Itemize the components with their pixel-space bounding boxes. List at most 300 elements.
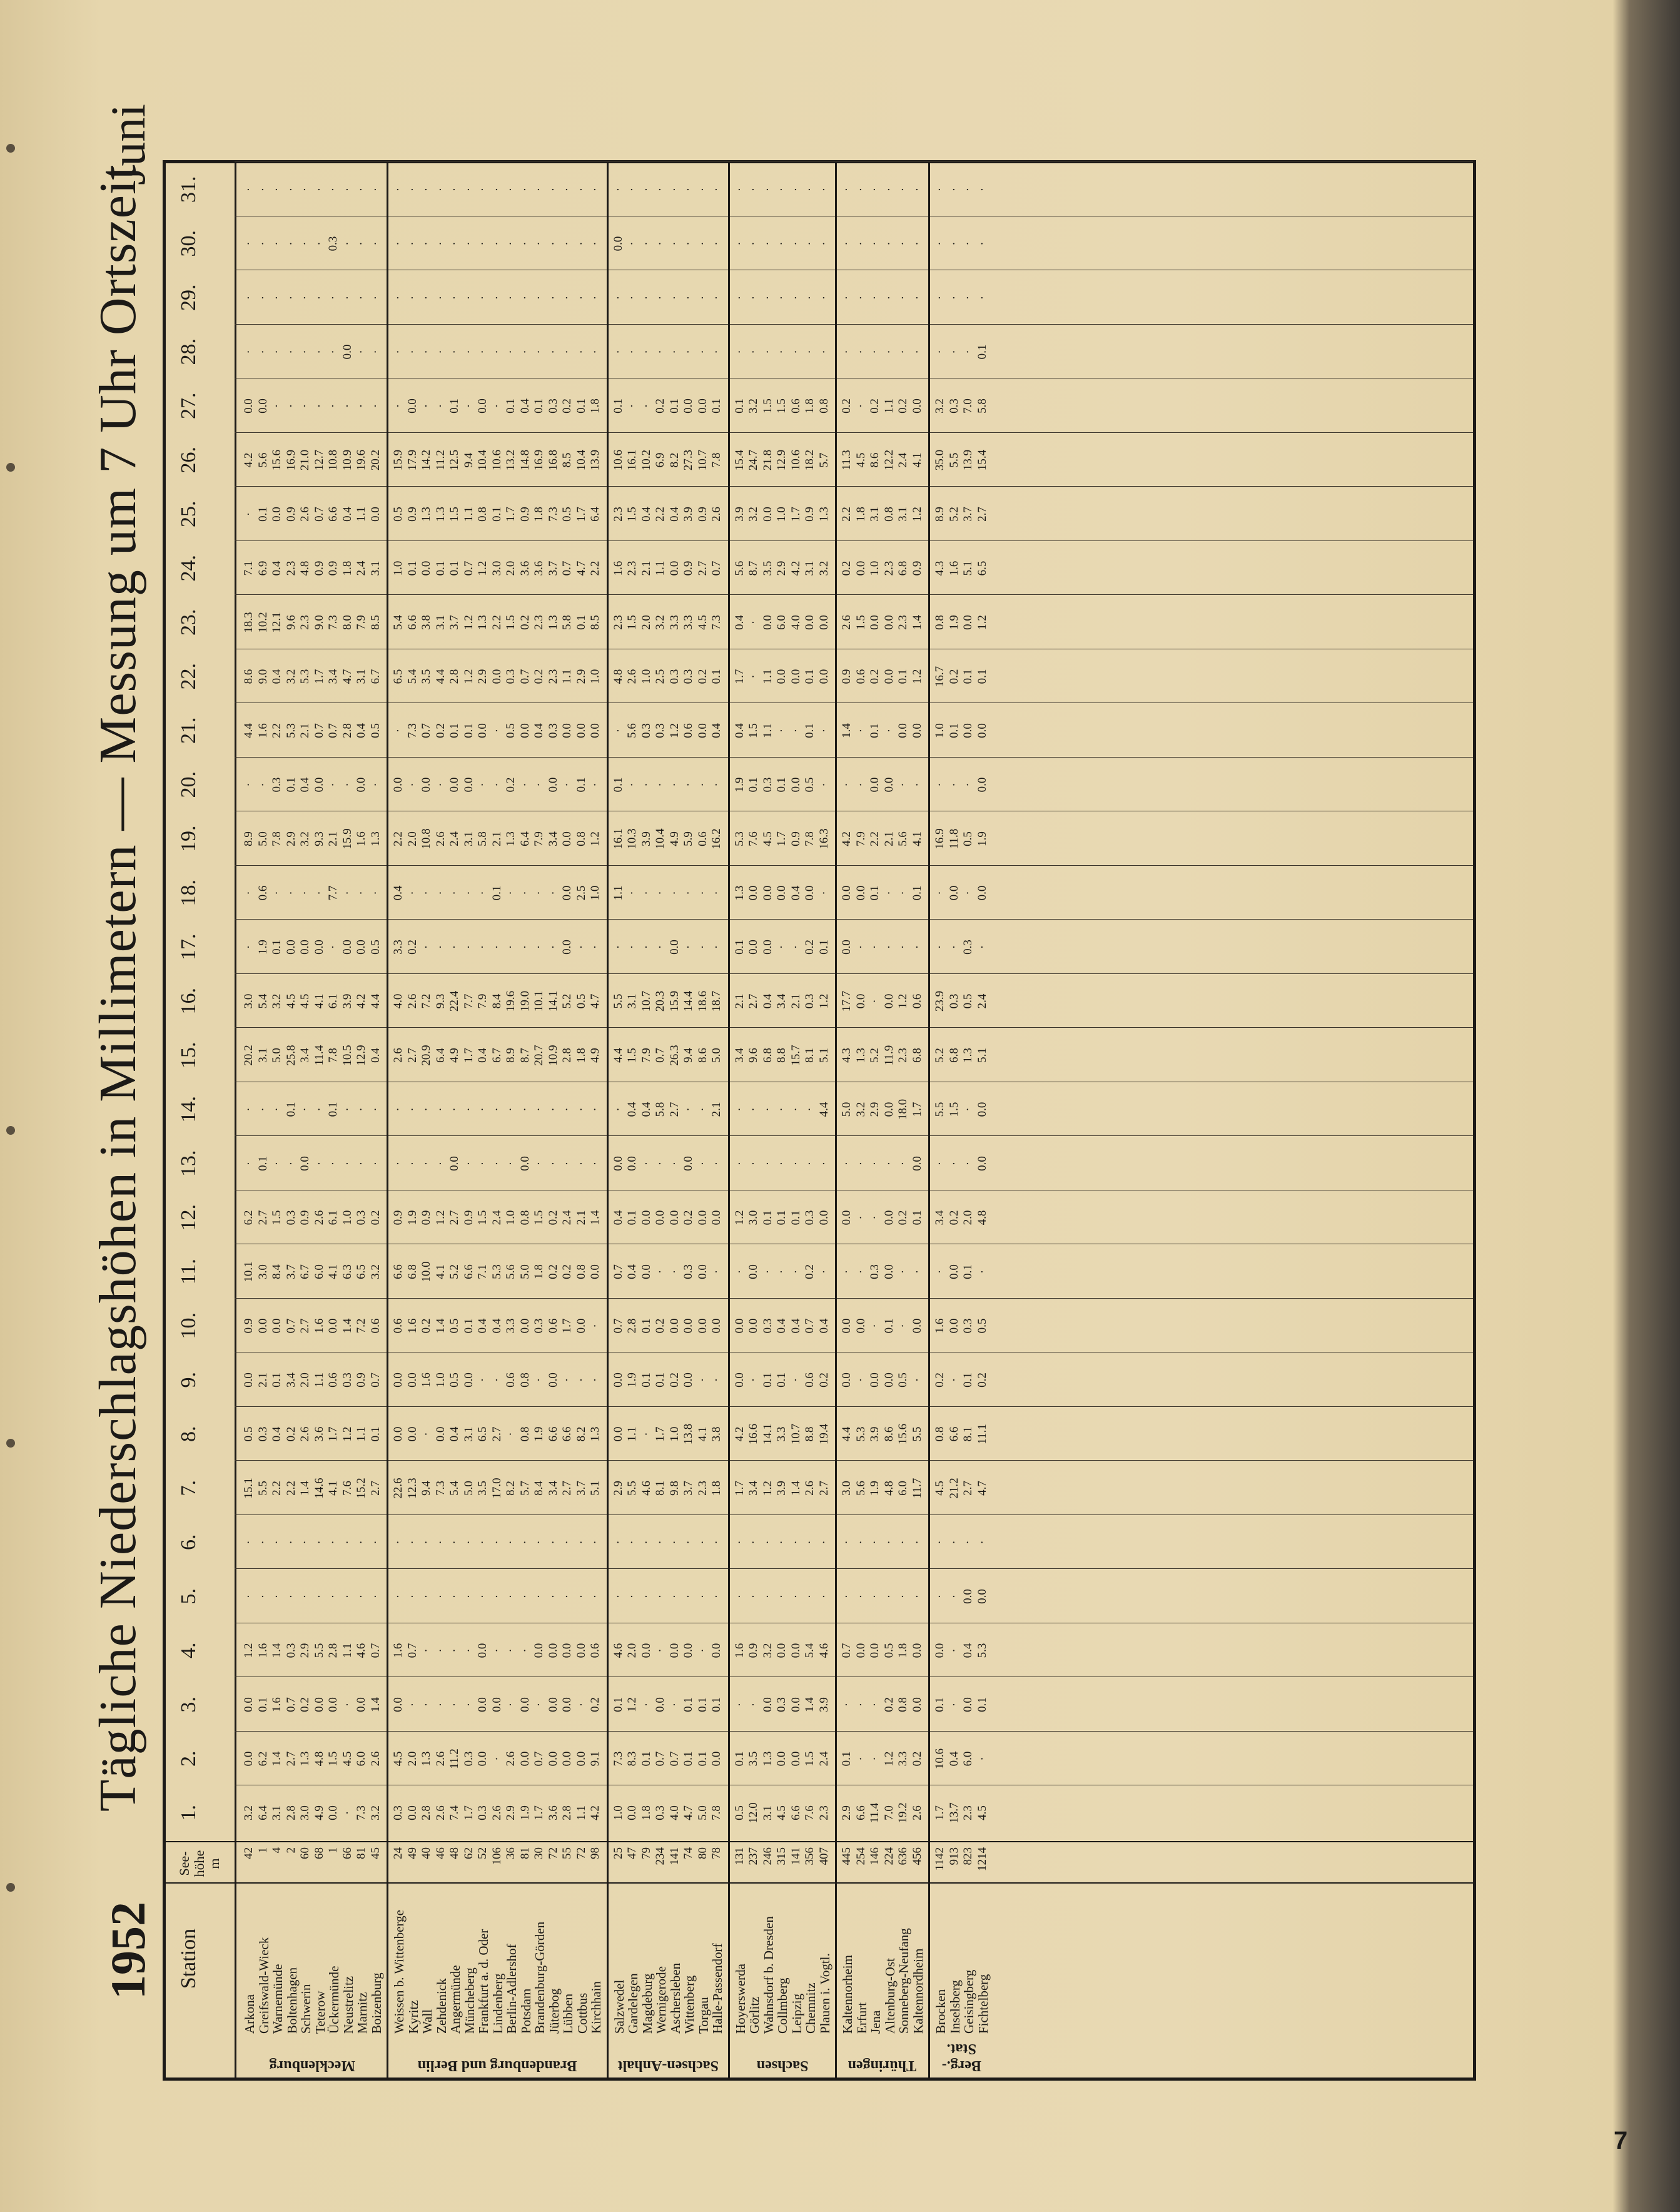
- precipitation-value: 0.0: [611, 236, 625, 251]
- precipitation-value: 1.4: [270, 1751, 283, 1767]
- precipitation-value: ·: [368, 403, 382, 408]
- precipitation-value: ·: [560, 187, 574, 192]
- precipitation-value: 0.0: [947, 885, 961, 901]
- precipitation-value: 8.4: [532, 1481, 545, 1496]
- precipitation-value: 6.4: [433, 1048, 447, 1063]
- precipitation-value: ·: [490, 1648, 503, 1653]
- page-number: 7: [1614, 2127, 1628, 2154]
- precipitation-value: ·: [368, 1540, 382, 1545]
- precipitation-value: 6.8: [910, 1048, 924, 1063]
- precipitation-value: ·: [654, 1540, 667, 1545]
- precipitation-value: ·: [298, 1594, 311, 1599]
- precipitation-value: 0.2: [284, 1426, 298, 1442]
- day-column-header: 27.: [177, 392, 200, 419]
- precipitation-value: ·: [667, 1161, 681, 1166]
- precipitation-value: 0.0: [242, 1697, 255, 1712]
- precipitation-value: 0.0: [242, 1751, 255, 1767]
- precipitation-value: 2.6: [840, 615, 853, 630]
- precipitation-value: 14.4: [682, 990, 695, 1012]
- precipitation-value: 3.4: [298, 1048, 311, 1063]
- precipitation-value: 0.2: [947, 1210, 961, 1225]
- precipitation-value: ·: [803, 350, 816, 354]
- precipitation-value: ·: [504, 350, 517, 354]
- precipitation-value: ·: [490, 728, 503, 733]
- precipitation-value: 0.4: [368, 1048, 382, 1063]
- day-column-header: 20.: [177, 771, 200, 798]
- precipitation-value: 0.4: [518, 398, 532, 413]
- precipitation-value: 10.6: [933, 1748, 946, 1770]
- precipitation-value: 2.4: [817, 1751, 831, 1767]
- precipitation-value: 0.0: [589, 723, 602, 738]
- precipitation-value: ·: [654, 1648, 667, 1653]
- precipitation-value: 1.2: [896, 993, 909, 1009]
- table-row: [868, 163, 883, 2078]
- precipitation-value: 0.2: [546, 1210, 560, 1225]
- precipitation-value: 2.6: [392, 1048, 405, 1063]
- precipitation-value: ·: [420, 1540, 433, 1545]
- precipitation-value: 8.5: [560, 452, 574, 468]
- table-row: [298, 163, 313, 2078]
- precipitation-value: 0.7: [368, 1643, 382, 1658]
- precipitation-value: ·: [747, 1107, 760, 1112]
- precipitation-value: ·: [732, 1540, 746, 1545]
- precipitation-value: ·: [560, 295, 574, 300]
- precipitation-value: ·: [933, 891, 946, 895]
- precipitation-value: ·: [611, 945, 625, 950]
- precipitation-value: 3.9: [340, 993, 354, 1009]
- precipitation-value: ·: [574, 350, 588, 354]
- precipitation-value: 2.8: [326, 1643, 340, 1658]
- station-altitude: 141: [667, 1847, 681, 1865]
- precipitation-value: ·: [392, 1540, 405, 1545]
- precipitation-value: ·: [817, 295, 831, 300]
- precipitation-value: 0.0: [761, 615, 774, 630]
- precipitation-value: 0.0: [355, 1697, 368, 1712]
- precipitation-value: 0.5: [574, 993, 588, 1009]
- precipitation-value: 0.0: [882, 993, 896, 1009]
- precipitation-value: 0.1: [611, 398, 625, 413]
- precipitation-value: 0.0: [312, 1697, 326, 1712]
- precipitation-value: 3.4: [546, 1481, 560, 1496]
- table-row: [406, 163, 420, 2078]
- precipitation-value: ·: [298, 295, 311, 300]
- precipitation-value: 0.0: [476, 723, 489, 738]
- precipitation-value: ·: [747, 1702, 760, 1707]
- precipitation-value: ·: [589, 295, 602, 300]
- precipitation-value: 0.0: [868, 615, 881, 630]
- precipitation-value: ·: [560, 350, 574, 354]
- precipitation-value: ·: [589, 1540, 602, 1545]
- station-altitude: 52: [476, 1847, 489, 1859]
- station-column-header: Station: [177, 1928, 200, 1989]
- precipitation-value: 4.3: [840, 1048, 853, 1063]
- precipitation-value: 0.4: [270, 669, 283, 684]
- precipitation-value: 7.3: [611, 1751, 625, 1767]
- precipitation-value: ·: [392, 728, 405, 733]
- precipitation-value: ·: [448, 187, 461, 192]
- precipitation-value: ·: [882, 241, 896, 246]
- precipitation-value: 8.9: [242, 831, 255, 846]
- precipitation-value: ·: [340, 295, 354, 300]
- precipitation-value: 7.3: [355, 1805, 368, 1820]
- precipitation-value: 1.0: [611, 1805, 625, 1820]
- precipitation-value: ·: [761, 1107, 774, 1112]
- precipitation-value: ·: [560, 241, 574, 246]
- precipitation-value: ·: [710, 295, 723, 300]
- precipitation-value: ·: [504, 187, 517, 192]
- precipitation-value: 24.7: [747, 449, 760, 471]
- precipitation-value: 2.1: [256, 1372, 270, 1388]
- precipitation-value: 7.9: [639, 1048, 653, 1063]
- station-name: Wahnsdorf b. Dresden: [761, 1916, 776, 2034]
- precipitation-value: 1.5: [625, 615, 639, 630]
- precipitation-value: 2.7: [667, 1102, 681, 1117]
- precipitation-value: ·: [910, 241, 924, 246]
- precipitation-value: ·: [840, 350, 853, 354]
- precipitation-value: 0.7: [667, 1751, 681, 1767]
- precipitation-value: 5.4: [803, 1643, 816, 1658]
- precipitation-value: 0.4: [355, 723, 368, 738]
- precipitation-value: ·: [574, 1377, 588, 1382]
- precipitation-value: 2.6: [433, 831, 447, 846]
- precipitation-value: 0.5: [560, 507, 574, 522]
- station-name: Warnemünde: [270, 1964, 285, 2034]
- precipitation-value: 0.0: [392, 1372, 405, 1388]
- precipitation-value: 1.9: [975, 831, 989, 846]
- precipitation-value: ·: [654, 350, 667, 354]
- precipitation-value: ·: [312, 1594, 326, 1599]
- precipitation-value: 3.4: [732, 1048, 746, 1063]
- precipitation-value: ·: [961, 241, 974, 246]
- station-name: Erfurt: [854, 2002, 869, 2034]
- precipitation-value: 2.4: [560, 1210, 574, 1225]
- precipitation-value: ·: [326, 295, 340, 300]
- precipitation-value: 7.7: [326, 885, 340, 901]
- precipitation-value: 5.7: [518, 1481, 532, 1496]
- precipitation-value: 0.4: [710, 723, 723, 738]
- precipitation-value: ·: [355, 241, 368, 246]
- precipitation-value: 0.1: [710, 1697, 723, 1712]
- precipitation-value: 1.3: [546, 615, 560, 630]
- precipitation-value: ·: [639, 187, 653, 192]
- precipitation-value: 6.8: [761, 1048, 774, 1063]
- precipitation-value: ·: [392, 295, 405, 300]
- precipitation-value: 1.5: [625, 1048, 639, 1063]
- day-column-header: 24.: [177, 555, 200, 582]
- precipitation-value: 3.1: [355, 669, 368, 684]
- station-altitude: 1142: [933, 1847, 946, 1871]
- precipitation-value: 0.0: [639, 1643, 653, 1658]
- precipitation-value: ·: [775, 1269, 788, 1274]
- precipitation-value: 2.6: [298, 507, 311, 522]
- precipitation-value: 1.2: [433, 1210, 447, 1225]
- precipitation-value: 0.0: [574, 1643, 588, 1658]
- region-label: Brandenburg und Berlin: [417, 2057, 577, 2074]
- precipitation-value: ·: [817, 1269, 831, 1274]
- precipitation-value: 0.4: [270, 1426, 283, 1442]
- station-altitude: 46: [433, 1847, 447, 1859]
- precipitation-value: ·: [518, 350, 532, 354]
- precipitation-value: 0.0: [270, 507, 283, 522]
- precipitation-value: 35.0: [933, 449, 946, 471]
- precipitation-value: 11.2: [433, 450, 447, 470]
- precipitation-value: 0.2: [910, 1751, 924, 1767]
- precipitation-value: 0.0: [789, 1643, 802, 1658]
- station-altitude: 81: [355, 1847, 368, 1859]
- precipitation-value: 3.6: [518, 561, 532, 576]
- precipitation-value: 3.2: [817, 561, 831, 576]
- precipitation-value: ·: [896, 295, 909, 300]
- day-column-header: 16.: [177, 988, 200, 1015]
- precipitation-value: ·: [532, 350, 545, 354]
- precipitation-value: ·: [667, 891, 681, 895]
- precipitation-value: 8.4: [270, 1264, 283, 1279]
- precipitation-value: 0.0: [532, 1643, 545, 1658]
- precipitation-value: 0.0: [433, 1426, 447, 1442]
- precipitation-value: 0.1: [284, 1102, 298, 1117]
- precipitation-value: 0.8: [882, 507, 896, 522]
- precipitation-value: 3.7: [961, 507, 974, 522]
- precipitation-value: ·: [732, 1594, 746, 1599]
- altitude-column-header: See-höhe m: [176, 1850, 222, 1877]
- precipitation-value: 9.3: [433, 993, 447, 1009]
- precipitation-value: 0.6: [326, 1372, 340, 1388]
- precipitation-value: ·: [840, 295, 853, 300]
- precipitation-value: 0.0: [312, 777, 326, 793]
- precipitation-value: 2.0: [405, 831, 419, 846]
- precipitation-value: 1.6: [256, 1643, 270, 1658]
- precipitation-value: ·: [710, 1377, 723, 1382]
- precipitation-value: 1.9: [625, 1372, 639, 1388]
- precipitation-value: 4.7: [975, 1481, 989, 1496]
- precipitation-value: 1.2: [476, 561, 489, 576]
- precipitation-value: ·: [433, 187, 447, 192]
- station-altitude: 823: [961, 1847, 974, 1865]
- precipitation-value: 2.2: [868, 831, 881, 846]
- precipitation-value: ·: [961, 783, 974, 787]
- precipitation-value: ·: [789, 187, 802, 192]
- precipitation-value: 0.0: [710, 1751, 723, 1767]
- precipitation-value: ·: [896, 1540, 909, 1545]
- precipitation-value: 4.8: [975, 1210, 989, 1225]
- precipitation-value: 2.3: [882, 561, 896, 576]
- precipitation-value: 11.3: [840, 450, 853, 470]
- precipitation-value: ·: [326, 783, 340, 787]
- station-altitude: 45: [368, 1847, 382, 1859]
- station-name: Brandenburg-Görden: [532, 1921, 547, 2034]
- precipitation-value: ·: [910, 295, 924, 300]
- precipitation-value: 3.1: [462, 831, 475, 846]
- precipitation-value: ·: [732, 241, 746, 246]
- precipitation-value: 0.0: [747, 1318, 760, 1334]
- precipitation-value: 1.6: [420, 1372, 433, 1388]
- station-altitude: 445: [840, 1847, 853, 1865]
- precipitation-value: ·: [284, 241, 298, 246]
- precipitation-value: 2.8: [560, 1805, 574, 1820]
- precipitation-value: 5.2: [933, 1048, 946, 1063]
- precipitation-value: 16.3: [817, 828, 831, 850]
- precipitation-value: ·: [355, 403, 368, 408]
- precipitation-value: ·: [504, 891, 517, 895]
- precipitation-value: 5.1: [975, 1048, 989, 1063]
- precipitation-value: 1.0: [933, 723, 946, 738]
- precipitation-value: ·: [696, 1107, 709, 1112]
- precipitation-value: 0.2: [667, 1372, 681, 1388]
- precipitation-value: ·: [270, 403, 283, 408]
- precipitation-value: ·: [611, 187, 625, 192]
- table-row: [696, 163, 711, 2078]
- precipitation-value: 2.7: [405, 1048, 419, 1063]
- precipitation-value: ·: [961, 1107, 974, 1112]
- precipitation-value: 6.6: [560, 1426, 574, 1442]
- precipitation-value: 1.4: [433, 1318, 447, 1334]
- precipitation-value: 0.7: [312, 723, 326, 738]
- precipitation-value: ·: [326, 945, 340, 950]
- precipitation-value: ·: [947, 1594, 961, 1599]
- precipitation-value: ·: [625, 945, 639, 950]
- precipitation-value: 0.2: [947, 669, 961, 684]
- precipitation-value: 8.3: [625, 1751, 639, 1767]
- precipitation-value: ·: [270, 295, 283, 300]
- precipitation-value: 1.3: [732, 885, 746, 901]
- precipitation-value: 0.0: [242, 1372, 255, 1388]
- precipitation-value: 0.1: [775, 1372, 788, 1388]
- precipitation-value: 2.6: [433, 1805, 447, 1820]
- precipitation-value: ·: [882, 891, 896, 895]
- precipitation-value: 1.9: [405, 1210, 419, 1225]
- station-altitude: 24: [392, 1847, 405, 1859]
- precipitation-value: 3.2: [654, 615, 667, 630]
- day-column-header: 14.: [177, 1096, 200, 1123]
- precipitation-value: ·: [532, 783, 545, 787]
- precipitation-value: 1.2: [817, 993, 831, 1009]
- precipitation-value: 0.3: [961, 1318, 974, 1334]
- precipitation-value: ·: [933, 945, 946, 950]
- precipitation-value: 2.2: [392, 831, 405, 846]
- precipitation-value: ·: [639, 241, 653, 246]
- precipitation-value: 0.6: [546, 1318, 560, 1334]
- precipitation-value: ·: [326, 350, 340, 354]
- precipitation-value: 4.6: [639, 1481, 653, 1496]
- precipitation-value: 0.1: [710, 669, 723, 684]
- table-row: [285, 163, 299, 2078]
- precipitation-value: 0.4: [392, 885, 405, 901]
- precipitation-value: 4.9: [312, 1805, 326, 1820]
- precipitation-value: ·: [433, 1702, 447, 1707]
- precipitation-value: ·: [589, 783, 602, 787]
- precipitation-value: ·: [518, 295, 532, 300]
- precipitation-value: 2.7: [298, 1318, 311, 1334]
- precipitation-value: ·: [284, 187, 298, 192]
- precipitation-value: 0.0: [961, 723, 974, 738]
- precipitation-value: ·: [462, 350, 475, 354]
- precipitation-value: ·: [696, 891, 709, 895]
- station-name: Arkona: [242, 1994, 257, 2034]
- precipitation-value: 0.0: [710, 1210, 723, 1225]
- region-label: Sachsen-Anhalt: [617, 2057, 719, 2074]
- precipitation-value: 6.1: [326, 1210, 340, 1225]
- precipitation-value: ·: [761, 1269, 774, 1274]
- precipitation-value: 1.0: [589, 669, 602, 684]
- precipitation-value: 0.0: [775, 1643, 788, 1658]
- precipitation-value: 10.2: [256, 612, 270, 633]
- precipitation-value: 5.5: [625, 1481, 639, 1496]
- precipitation-value: ·: [654, 891, 667, 895]
- precipitation-value: ·: [405, 295, 419, 300]
- precipitation-value: 13.2: [504, 449, 517, 471]
- precipitation-value: ·: [504, 1594, 517, 1599]
- precipitation-value: 27.3: [682, 449, 695, 471]
- precipitation-value: 10.4: [574, 449, 588, 471]
- precipitation-value: 1.7: [326, 1426, 340, 1442]
- precipitation-value: 1.1: [625, 1426, 639, 1442]
- precipitation-value: 0.0: [696, 1210, 709, 1225]
- precipitation-value: 1.3: [420, 1751, 433, 1767]
- day-column-header: 22.: [177, 663, 200, 690]
- precipitation-value: ·: [975, 241, 989, 246]
- precipitation-value: 5.0: [256, 831, 270, 846]
- station-name: Kyritz: [405, 2000, 421, 2034]
- precipitation-value: 0.0: [490, 1697, 503, 1712]
- precipitation-value: 4.1: [326, 1481, 340, 1496]
- station-name: Fichtelberg: [975, 1974, 991, 2034]
- precipitation-value: 1.8: [532, 507, 545, 522]
- station-altitude: 47: [625, 1847, 639, 1859]
- precipitation-value: 2.8: [340, 723, 354, 738]
- precipitation-value: ·: [368, 350, 382, 354]
- precipitation-value: ·: [654, 1594, 667, 1599]
- precipitation-value: ·: [340, 1594, 354, 1599]
- precipitation-value: 2.6: [368, 1751, 382, 1767]
- precipitation-value: 0.0: [284, 940, 298, 955]
- precipitation-value: ·: [560, 1377, 574, 1382]
- precipitation-value: ·: [242, 295, 255, 300]
- precipitation-value: 6.3: [340, 1264, 354, 1279]
- precipitation-value: ·: [696, 783, 709, 787]
- precipitation-value: 0.0: [340, 940, 354, 955]
- precipitation-value: 12.7: [312, 449, 326, 471]
- precipitation-value: 4.2: [242, 452, 255, 468]
- precipitation-value: 0.3: [355, 1210, 368, 1225]
- precipitation-value: ·: [312, 241, 326, 246]
- precipitation-value: 4.2: [789, 561, 802, 576]
- table-row: [976, 163, 990, 2078]
- day-column-header: 1.: [177, 1805, 200, 1821]
- precipitation-value: 1.3: [298, 1751, 311, 1767]
- precipitation-value: ·: [433, 1540, 447, 1545]
- precipitation-value: 0.2: [589, 1697, 602, 1712]
- precipitation-value: 0.0: [775, 885, 788, 901]
- precipitation-value: 2.9: [284, 831, 298, 846]
- precipitation-value: 1.8: [589, 398, 602, 413]
- precipitation-value: ·: [298, 187, 311, 192]
- precipitation-value: 2.6: [710, 507, 723, 522]
- precipitation-value: ·: [476, 1107, 489, 1112]
- precipitation-value: ·: [682, 350, 695, 354]
- precipitation-value: ·: [854, 350, 868, 354]
- precipitation-value: 0.0: [476, 1697, 489, 1712]
- table-row: [682, 163, 696, 2078]
- precipitation-value: 1.8: [710, 1481, 723, 1496]
- precipitation-value: 4.5: [284, 993, 298, 1009]
- precipitation-value: 6.5: [476, 1426, 489, 1442]
- precipitation-value: 18.3: [242, 612, 255, 633]
- precipitation-value: ·: [256, 1107, 270, 1112]
- station-altitude: 636: [896, 1847, 909, 1865]
- precipitation-value: 0.3: [256, 1426, 270, 1442]
- day-column-header: 10.: [177, 1312, 200, 1339]
- precipitation-value: 0.1: [532, 398, 545, 413]
